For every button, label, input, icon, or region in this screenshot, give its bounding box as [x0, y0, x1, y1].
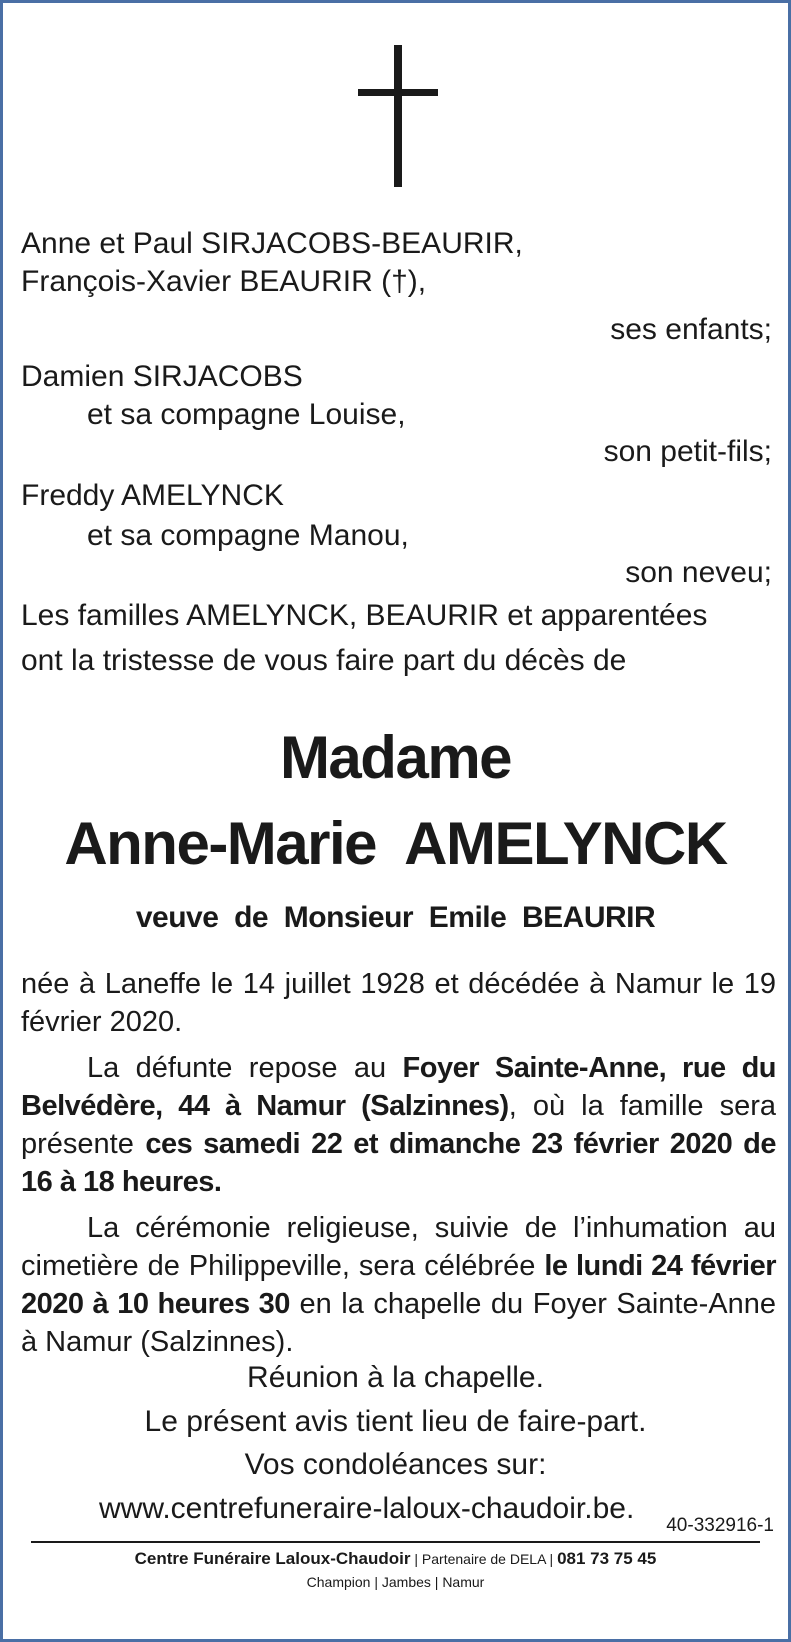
company-phone: 081 73 75 45: [557, 1549, 657, 1568]
condolences-website: www.centrefuneraire-laloux-chaudoir.be.: [99, 1492, 635, 1525]
details-block: [21, 965, 776, 1361]
family-role-nephew: son neveu;: [625, 556, 772, 589]
birth-death-text: née à Laneffe le 14 juillet 1928 et décédée à Namur le 19 février 2020.: [21, 968, 776, 1038]
family-line-5: Freddy AMELYNCK: [21, 479, 284, 512]
family-line-2: François-Xavier BEAURIR (†),: [21, 265, 427, 298]
notice-text: Le présent avis tient lieu de faire-part.: [144, 1405, 647, 1438]
ceremony-date: le lundi 24 février 2020 à 10 heures 30: [21, 1250, 776, 1320]
ceremony-text-2: en la chapelle du Foyer Sainte-Anne à Namur (Salzinnes).: [21, 1288, 777, 1358]
family-line-3: Damien SIRJACOBS: [21, 360, 303, 393]
repose-text-2: , où la famille sera présente: [21, 1090, 776, 1160]
partner-text: Partenaire de DELA: [421, 1551, 546, 1567]
deceased-title: Madame: [279, 724, 512, 791]
reference-number: 40-332916-1: [666, 1515, 774, 1536]
cross-icon: [394, 45, 402, 187]
cross-icon-bar: [358, 89, 438, 96]
family-role-grandson: son petit-fils;: [603, 435, 772, 468]
repose-text-1: La défunte repose au: [87, 1052, 403, 1084]
ceremony-text-1: La cérémonie religieuse, suivie de l’inhumation au cimetière de Philippeville, sera célébrée: [21, 1212, 776, 1282]
family-line-1: Anne et Paul SIRJACOBS-BEAURIR,: [21, 227, 523, 260]
footer-company-line: [3, 1547, 788, 1571]
condolences-text: Vos condoléances sur:: [244, 1448, 547, 1481]
company-name: Centre Funéraire Laloux-Chaudoir: [134, 1549, 411, 1568]
footer-separator-1: |: [410, 1551, 422, 1567]
repose-dates: ces samedi 22 et dimanche 23 février 2020 de 16 à 18 heures.: [21, 1128, 777, 1198]
reunion-text: Réunion à la chapelle.: [247, 1361, 544, 1394]
footer-separator-2: |: [545, 1551, 558, 1567]
family-line-7: Les familles AMELYNCK, BEAURIR et apparentées: [21, 599, 708, 632]
deceased-name: Anne-Marie AMELYNCK: [64, 810, 727, 877]
footer-locations: Champion | Jambes | Namur: [306, 1574, 485, 1590]
family-line-8: ont la tristesse de vous faire part du décès de: [21, 644, 627, 677]
family-line-4: et sa compagne Louise,: [87, 398, 406, 431]
repose-paragraph: [21, 1049, 776, 1201]
ceremony-paragraph: [21, 1209, 776, 1361]
widow-of: veuve de Monsieur Emile BEAURIR: [135, 901, 656, 934]
family-line-6: et sa compagne Manou,: [87, 519, 409, 552]
footer-divider: [31, 1541, 760, 1543]
repose-place: Foyer Sainte-Anne, rue du Belvédère, 44 à Namur (Salzinnes): [21, 1052, 776, 1122]
family-role-children: ses enfants;: [610, 313, 772, 346]
